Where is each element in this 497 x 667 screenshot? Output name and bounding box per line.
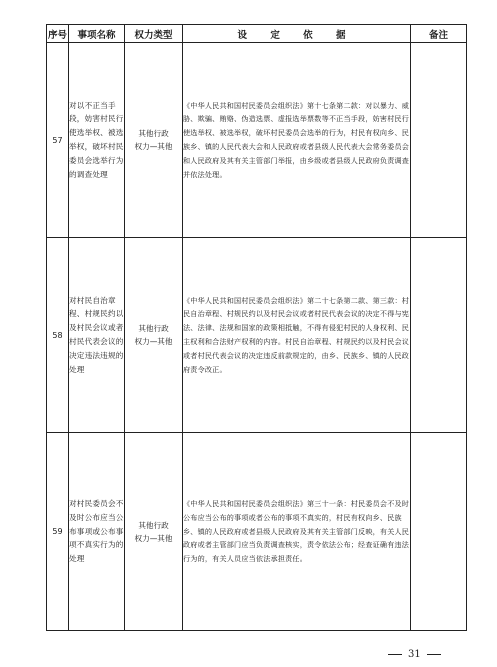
- row-name: 对村民委员会不及时公布应当公布事项或公布事项不真实行为的处理: [69, 433, 125, 631]
- row-basis: 《中华人民共和国村民委员会组织法》第十七条第二款：对以暴力、威胁、欺骗、贿赂、伪造选票、虚报选举票数等不正当手段，妨害村民行使选举权、被选举权，破坏村民委员会选举的行为，村民有权向乡、民族乡、镇的人民代表大会和人民政府或者县级人民代表大会常务委员会和人民政府及其有关主管部门举报，由乡级或者县级人民政府负责调查并依法处理。: [183, 43, 411, 238]
- row-type-line1: 其他行政: [138, 129, 169, 138]
- table-row: [47, 238, 467, 433]
- row-type-line1: 其他行政: [138, 324, 169, 333]
- header-seq: 序号: [47, 25, 69, 43]
- row-remark: [411, 238, 467, 433]
- row-remark: [411, 433, 467, 631]
- row-type-line2: 权力—其他: [134, 142, 173, 151]
- row-basis: 《中华人民共和国村民委员会组织法》第二十七条第二款、第三款：村民自治章程、村规民约以及村民会议或者村民代表会议的决定不得与宪法、法律、法规和国家的政策相抵触，不得有侵犯村民的人身权利、民主权利和合法财产权利的内容。村民自治章程、村规民约以及村民会议或者村民代表会议的决定违反前款规定的，由乡、民族乡、镇的人民政府责令改正。: [183, 238, 411, 433]
- row-name: 对以不正当手段，妨害村民行使选举权、被选举权，破坏村民委员会选举行为的调查处理: [69, 43, 125, 238]
- header-name: 事项名称: [69, 25, 125, 43]
- powers-table: [46, 24, 467, 631]
- row-remark: [411, 43, 467, 238]
- header-basis: 设 定 依 据: [183, 25, 411, 43]
- row-basis: 《中华人民共和国村民委员会组织法》第三十一条：村民委员会不及时公布应当公布的事项或者公布的事项不真实的，村民有权向乡、民族乡、镇的人民政府或者县级人民政府及其有关主管部门反映，有关人民政府或者主管部门应当负责调查核实，责令依法公布；经查证确有违法行为的，有关人员应当依法承担责任。: [183, 433, 411, 631]
- row-type: [125, 238, 183, 433]
- table-row: [47, 433, 467, 631]
- row-type-line2: 权力—其他: [134, 533, 173, 543]
- table-row: [47, 43, 467, 238]
- page-number: 31: [408, 649, 421, 660]
- header-row: [47, 25, 467, 43]
- header-remark: 备注: [411, 25, 467, 43]
- page-footer: [382, 649, 447, 660]
- row-type-line2: 权力—其他: [134, 337, 173, 346]
- row-type-line1: 其他行政: [138, 520, 169, 530]
- header-type: 权力类型: [125, 25, 183, 43]
- row-seq: 58: [47, 238, 69, 433]
- row-seq: 59: [47, 433, 69, 631]
- row-name: 对村民自治章程、村规民约以及村民会议或者村民代表会议的决定违法违规的处理: [69, 238, 125, 433]
- row-type: [125, 43, 183, 238]
- row-type: [125, 433, 183, 631]
- footer-dash-right: [427, 654, 441, 655]
- row-seq: 57: [47, 43, 69, 238]
- footer-dash-left: [388, 654, 402, 655]
